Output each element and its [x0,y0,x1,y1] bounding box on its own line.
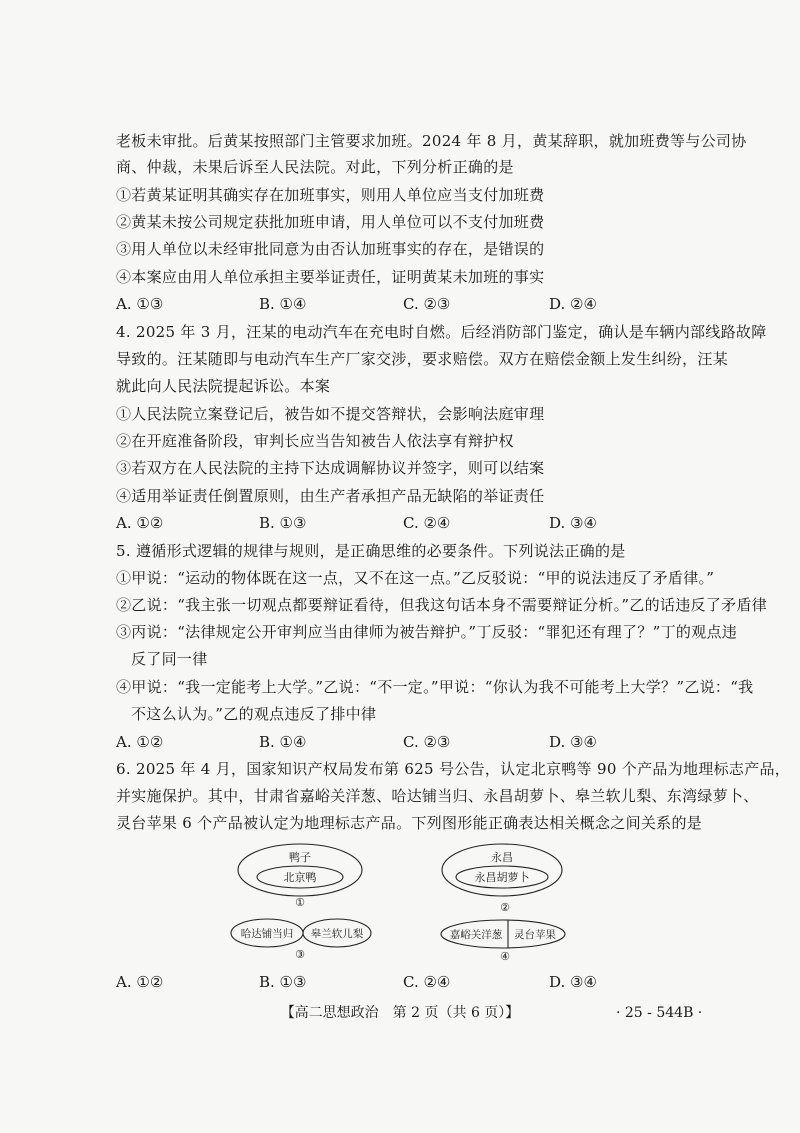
q4-stem-line-2: 导致的。汪某随即与电动汽车生产厂家交涉，要求赔偿。双方在赔偿金额上发生纠纷，汪某 [116,350,729,368]
q4-option-d: D. ③④ [549,514,597,532]
q3-item-3: ③用人单位以未经审批同意为由否认加班事实的存在，是错误的 [116,240,545,258]
figure-3-number: ③ [295,948,305,961]
figure-3-right-label: 皋兰软儿梨 [310,928,364,940]
figure-1-number: ① [295,896,305,909]
page-footer-code: · 25 - 544B · [616,1005,703,1021]
figure-3-left-label: 哈达铺当归 [240,928,294,940]
figure-1-inner-label: 北京鸭 [283,871,317,884]
figure-4-left-label: 嘉峪关洋葱 [449,929,503,941]
q3-item-1: ①若黄某证明其确实存在加班事实，则用人单位应当支付加班费 [116,186,545,204]
q4-item-4: ④适用举证责任倒置原则，由生产者承担产品无缺陷的举证责任 [116,487,545,505]
q4-item-2: ②在开庭准备阶段，审判长应当告知被告人依法享有辩护权 [116,432,514,450]
q5-option-c: C. ②③ [403,733,451,751]
q6-stem-line-3: 灵台苹果 6 个产品被认定为地理标志产品。下列图形能正确表达相关概念之间关系的是 [116,814,703,832]
q4-item-1: ①人民法院立案登记后，被告如不提交答辩状，会影响法庭审理 [116,405,545,423]
q6-stem-line-2: 并实施保护。其中，甘肃省嘉峪关洋葱、哈达铺当归、永昌胡萝卜、皋兰软儿梨、东湾绿萝卜、 [116,787,759,805]
q5-option-b: B. ①④ [259,733,307,751]
q3-item-4: ④本案应由用人单位承担主要举证责任，证明黄某未加班的事实 [116,268,545,286]
q3-stem-line-1: 老板未审批。后黄某按照部门主管要求加班。2024 年 8 月，黄某辞职，就加班费等与公司协 [116,132,747,150]
q5-item-4-line-2: 不这么认为。”乙的观点违反了排中律 [131,705,377,723]
q5-option-a: A. ①② [116,733,164,751]
q5-item-2: ②乙说：“我主张一切观点都要辩证看待，但我这句话本身不需要辩证分析。”乙的话违反了矛盾律 [116,596,768,614]
q6-option-b: B. ①③ [259,973,307,991]
q5-item-4-line-1: ④甲说：“我一定能考上大学。”乙说：“不一定。”甲说：“你认为我不可能考上大学？”乙说：“我 [116,678,754,696]
figure-4-right-label: 灵台苹果 [514,929,556,941]
figure-2-number: ② [500,901,510,914]
figure-2-outer-label: 永昌 [491,851,513,864]
q3-option-c: C. ②③ [403,295,451,313]
q4-stem-line-3: 就此向人民法院提起诉讼。本案 [116,377,331,395]
figure-2-inner-label: 永昌胡萝卜 [474,871,530,884]
q4-option-b: B. ①③ [259,514,307,532]
q5-item-1: ①甲说：“运动的物体既在这一点，又不在这一点。”乙反驳说：“甲的说法违反了矛盾律。” [116,569,715,587]
q6-stem-line-1: 6. 2025 年 4 月，国家知识产权局发布第 625 号公告，认定北京鸭等 90 个产品为地理标志产品， [116,760,791,778]
figure-4-number: ④ [500,950,510,963]
q4-option-c: C. ②④ [403,514,451,532]
q6-option-a: A. ①② [116,973,164,991]
q4-stem-line-1: 4. 2025 年 3 月，汪某的电动汽车在充电时自燃。后经消防部门鉴定，确认是车辆内部线路故障 [116,323,767,341]
q3-option-a: A. ①③ [116,295,164,313]
q5-option-d: D. ③④ [549,733,597,751]
figure-1-outer-label: 鸭子 [289,851,311,864]
q6-option-d: D. ③④ [549,973,597,991]
q3-stem-line-2: 商、仲裁，未果后诉至人民法院。对此，下列分析正确的是 [116,158,514,176]
q4-item-3: ③若双方在人民法院的主持下达成调解协议并签字，则可以结案 [116,459,545,477]
q5-stem-line-1: 5. 遵循形式逻辑的规律与规则，是正确思维的必要条件。下列说法正确的是 [116,542,626,560]
q6-option-c: C. ②④ [403,973,451,991]
page-footer-title: 【高二思想政治 第 2 页（共 6 页）】 [280,1005,520,1021]
q5-item-3-line-2: 反了同一律 [131,650,208,668]
q3-item-2: ②黄某未按公司规定获批加班申请，用人单位可以不支付加班费 [116,213,545,231]
q3-option-d: D. ②④ [549,295,597,313]
q3-option-b: B. ①④ [259,295,307,313]
q5-item-3-line-1: ③丙说：“法律规定公开审判应当由律师为被告辩护。”丁反驳：“罪犯还有理了？”丁的观点违 [116,623,738,641]
q4-option-a: A. ①② [116,514,164,532]
